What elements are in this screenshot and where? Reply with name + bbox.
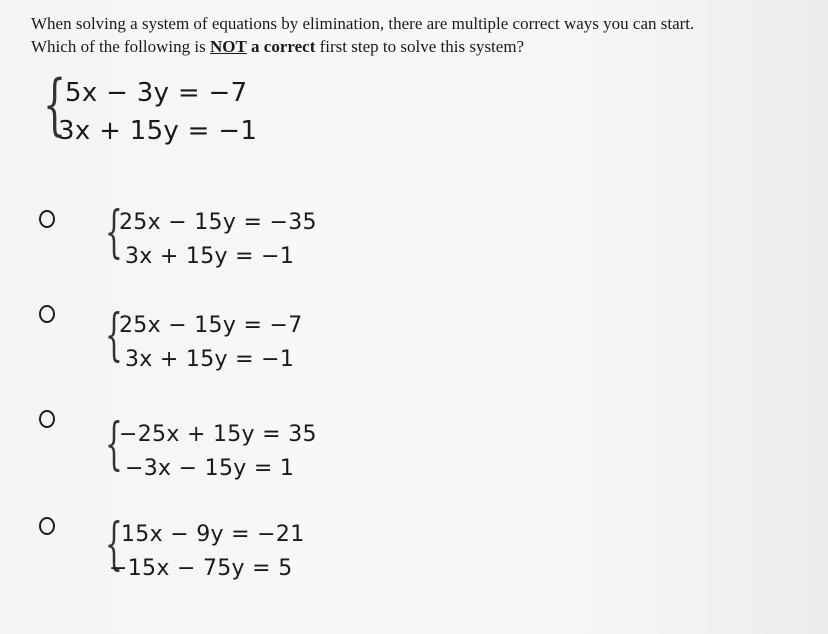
correct-emphasis: a correct (251, 37, 316, 56)
option-system (105, 200, 365, 280)
radio-button[interactable] (39, 410, 55, 428)
option-equation-2: 3x + 15y = −1 (125, 244, 295, 269)
answer-option-2[interactable] (36, 303, 356, 393)
option-equation-1: 25x − 15y = −35 (119, 210, 317, 235)
given-equation-1: 5x − 3y = −7 (65, 78, 248, 108)
left-brace: { (43, 66, 67, 143)
answer-option-4[interactable] (36, 512, 356, 602)
option-system (105, 412, 365, 492)
question-line-2 (31, 35, 821, 58)
option-system (105, 512, 365, 592)
left-brace: { (105, 200, 123, 265)
question-line-1: When solving a system of equations by elimination, there are multiple correct ways you can start. (31, 14, 695, 33)
answer-option-1[interactable] (36, 200, 356, 290)
radio-button[interactable] (39, 305, 55, 323)
not-emphasis: NOT (209, 37, 247, 56)
left-brace: { (105, 303, 123, 368)
left-brace: { (105, 512, 123, 577)
option-equation-2: −3x − 15y = 1 (125, 456, 295, 481)
question-text-end: first step to solve this system? (315, 37, 525, 56)
question-prompt (31, 12, 821, 58)
option-system (105, 303, 365, 383)
option-equation-2: 3x + 15y = −1 (125, 347, 295, 372)
question-text: Which of the following is (31, 37, 210, 56)
given-equation-2: 3x + 15y = −1 (58, 116, 258, 146)
option-equation-1: −25x + 15y = 35 (119, 422, 317, 447)
answer-option-3[interactable] (36, 412, 356, 502)
radio-button[interactable] (39, 210, 55, 228)
left-brace: { (105, 412, 123, 477)
given-system (43, 66, 303, 158)
option-equation-1: 25x − 15y = −7 (119, 313, 303, 338)
radio-button[interactable] (39, 517, 55, 535)
option-equation-2: −15x − 75y = 5 (109, 556, 293, 581)
option-equation-1: 15x − 9y = −21 (121, 522, 305, 547)
